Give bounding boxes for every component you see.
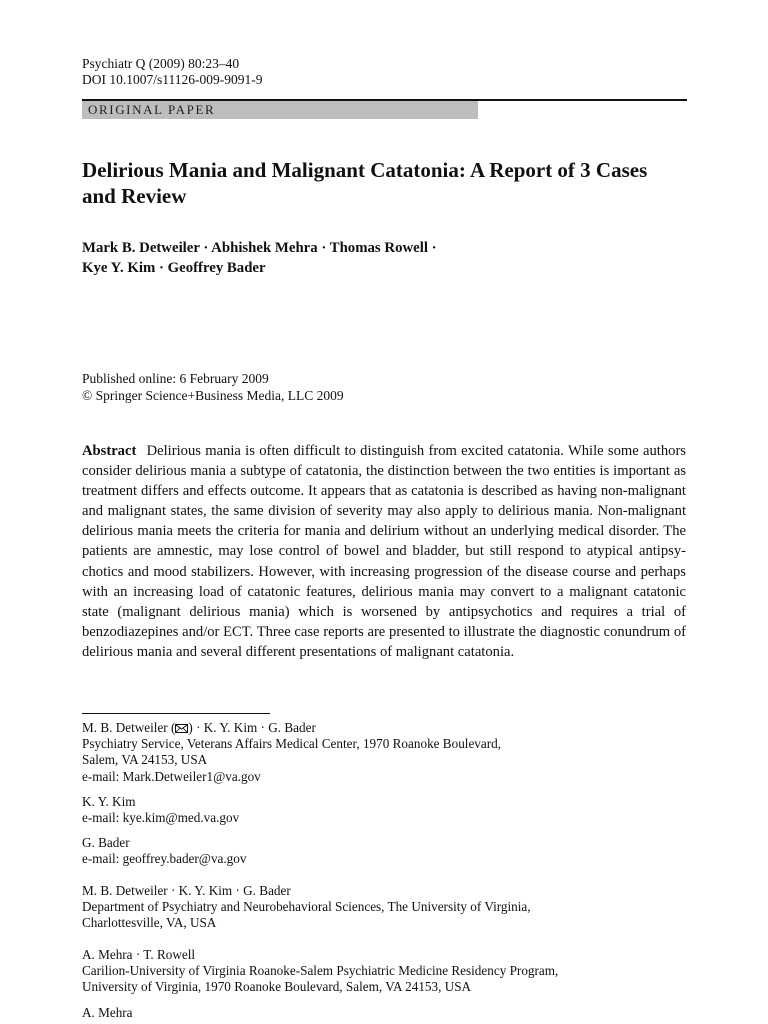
published-date: Published online: 6 February 2009: [82, 371, 269, 386]
affiliation-1-authors: M. B. Detweiler ( ) · K. Y. Kim · G. Bader: [82, 720, 316, 735]
copyright: © Springer Science+Business Media, LLC 2009: [82, 387, 344, 403]
affiliation-5: [82, 947, 558, 996]
affiliation-3: [82, 835, 246, 867]
affiliation-1: [82, 720, 501, 785]
affiliation-5-names: A. Mehra · T. Rowell: [82, 947, 196, 962]
footnote-rule: [82, 713, 270, 714]
journal-info: [82, 56, 262, 88]
envelope-icon[interactable]: [175, 724, 188, 733]
publication-info: [82, 371, 344, 404]
authors-line-1: Mark B. Detweiler · Abhishek Mehra · Thomas Rowell ·: [82, 240, 437, 256]
authors-line-2: Kye Y. Kim · Geoffrey Bader: [82, 260, 266, 276]
abstract-label: Abstract: [82, 443, 137, 459]
affiliation-5-line-2: Carilion-University of Virginia Roanoke-Salem Psychiatric Medicine Residency Program,: [82, 963, 559, 979]
affiliation-6-name: A. Mehra: [82, 1005, 133, 1020]
author-list: [82, 238, 582, 278]
affiliation-6: [82, 1005, 133, 1021]
affiliation-1-line-2: Psychiatry Service, Veterans Affairs Medical Center, 1970 Roanoke Boulevard,: [82, 736, 502, 752]
section-label: ORIGINAL PAPER: [88, 102, 216, 117]
abstract: [82, 441, 686, 662]
affiliation-5-line-3: University of Virginia, 1970 Roanoke Boulevard, Salem, VA 24153, USA: [82, 979, 472, 995]
affiliation-4-line-3: Charlottesville, VA, USA: [82, 915, 217, 931]
affiliation-2: [82, 794, 239, 826]
affiliation-1-email[interactable]: e-mail: Mark.Detweiler1@va.gov: [82, 768, 261, 784]
affiliation-3-email[interactable]: e-mail: geoffrey.bader@va.gov: [82, 851, 247, 867]
affiliation-2-name: K. Y. Kim: [82, 794, 136, 809]
paper-title: Delirious Mania and Malignant Catatonia: A Report of 3 Cases and Review: [82, 158, 648, 208]
journal-citation: Psychiatr Q (2009) 80:23–40: [82, 56, 240, 71]
doi: DOI 10.1007/s11126-009-9091-9: [82, 72, 263, 87]
affiliation-4-line-2: Department of Psychiatry and Neurobehavioral Sciences, The University of Virginia,: [82, 899, 531, 915]
affiliation-1-line-3: Salem, VA 24153, USA: [82, 752, 208, 768]
abstract-text: Delirious mania is often difficult to distinguish from excited catatonia. While some authors consider delirious mania a subtype of catatonia, the distinction between the two entities is important as treatment differs and effects outcome. It appears that as catatonia is described as having non-malignant and malignant states, the same division of severity may also apply to delirious mania. Non-malignant delirious mania meets the criteria for mania and delirium without an underlying medical disorder. The patients are amnestic, may lose control of bowel and bladder, but still respond to atypical antipsychotics and mood stabilizers. However, with increasing progression of the disease course and perhaps with an increasing load of catatonic features, delirious mania may convert to a malignant catatonic state (malignant delirious mania) which is worsened by antipsychotics and requires a trial of benzodiazepines and/or ECT. Three case reports are presented to illustrate the diagnostic conundrum of delirious mania and several different presentations of malignant catatonia.: [82, 443, 686, 660]
section-bar: [82, 101, 478, 119]
affiliation-4: [82, 883, 531, 932]
affiliation-3-name: G. Bader: [82, 835, 130, 850]
affiliation-2-email[interactable]: e-mail: kye.kim@med.va.gov: [82, 810, 240, 826]
affiliation-4-names: M. B. Detweiler · K. Y. Kim · G. Bader: [82, 883, 291, 898]
